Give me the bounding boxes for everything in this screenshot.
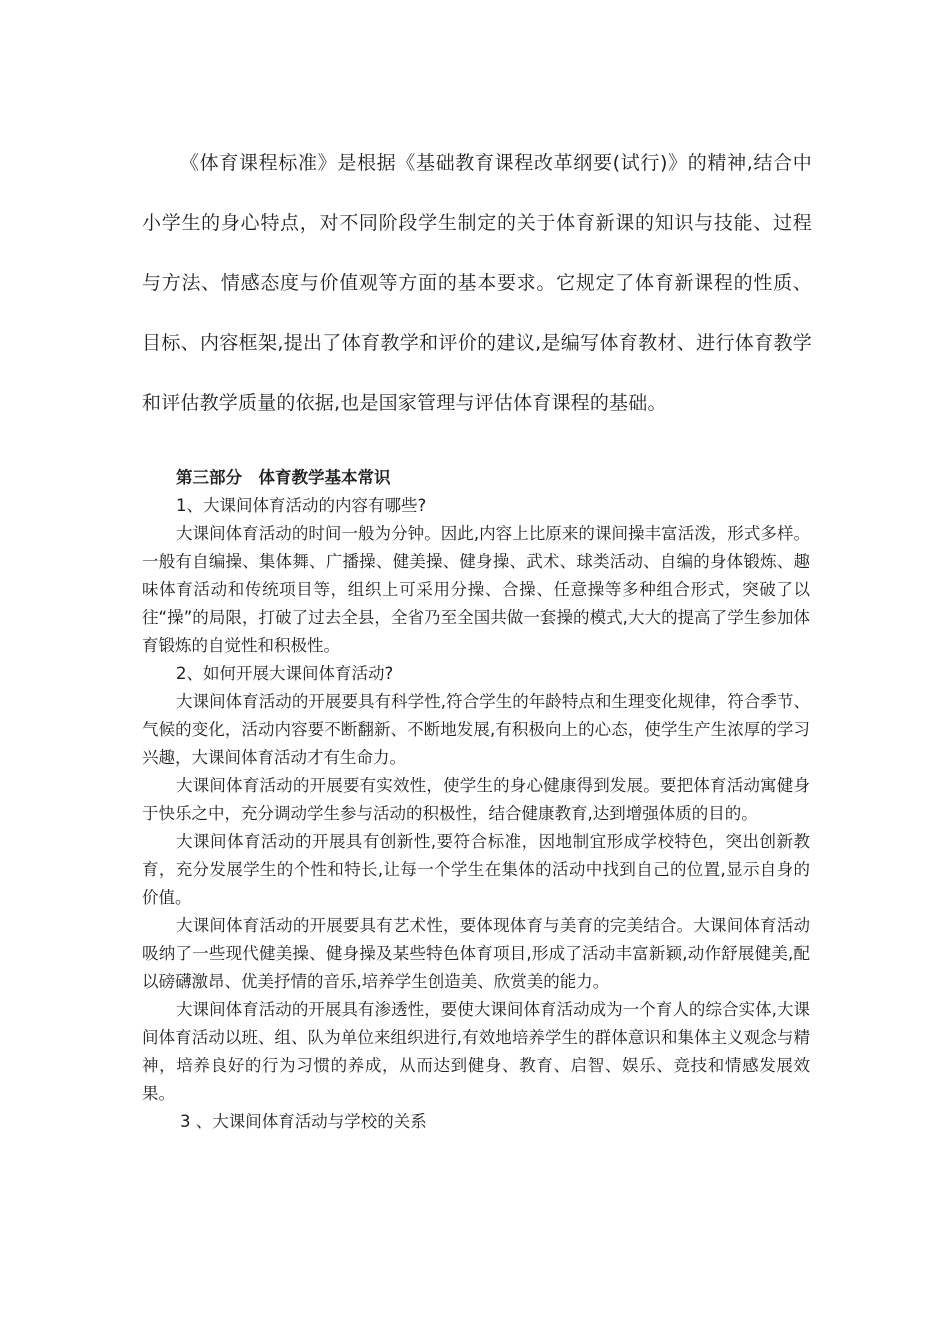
question-2-answer-1: 大课间体育活动的开展要具有科学性,符合学生的年龄特点和生理变化规律，符合季节、气候的变化，活动内容要不断翻新、不断地发展,有积极向上的心态，使学生产生浓厚的学习兴趣，大课间体育活动才有生命力。 <box>142 692 810 767</box>
question-1-title: 1、大课间体育活动的内容有哪些? <box>176 496 427 515</box>
part3-section <box>142 464 810 1136</box>
question-1-answer: 大课间体育活动的时间一般为分钟。因此,内容上比原来的课间操丰富活泼，形式多样。一般有自编操、集体舞、广播操、健美操、健身操、武术、球类活动、自编的身体锻炼、趣味体育活动和传统项目等，组织上可采用分操、合操、任意操等多种组合形式，突破了以往“操”的局限，打破了过去全县，全省乃至全国共做一套操的模式,大大的提高了学生参加体育锻炼的自觉性和积极性。 <box>142 524 810 655</box>
part3-heading: 第三部分 体育教学基本常识 <box>176 468 391 487</box>
question-2-answer-4: 大课间体育活动的开展要具有艺术性，要体现体育与美育的完美结合。大课间体育活动吸纳了一些现代健美操、健身操及某些特色体育项目,形成了活动丰富新颖,动作舒展健美,配以磅礴激昂、优美抒情的音乐,培养学生创造美、欣赏美的能力。 <box>142 916 810 991</box>
intro-paragraph: 《体育课程标准》是根据《基础教育课程改革纲要(试行)》的精神,结合中小学生的身心特点，对不同阶段学生制定的关于体育新课的知识与技能、过程与方法、情感态度与价值观等方面的基本要求。它规定了体育新课程的性质、目标、内容框架,提出了体育教学和评价的建议,是编写体育教材、进行体育教学和评估教学质量的依据,也是国家管理与评估体育课程的基础。 <box>142 152 812 414</box>
question-2-answer-5: 大课间体育活动的开展具有渗透性，要使大课间体育活动成为一个育人的综合实体,大课间体育活动以班、组、队为单位来组织进行,有效地培养学生的群体意识和集体主义观念与精神，培养良好的行为习惯的养成，从而达到健身、教育、启智、娱乐、竞技和情感发展效果。 <box>142 1000 810 1103</box>
question-2-title: 2、如何开展大课间体育活动? <box>176 664 394 683</box>
question-2-answer-2: 大课间体育活动的开展要有实效性，使学生的身心健康得到发展。要把体育活动寓健身于快乐之中，充分调动学生参与活动的积极性，结合健康教育,达到增强体质的目的。 <box>142 776 810 823</box>
question-2-answer-3: 大课间体育活动的开展具有创新性,要符合标准，因地制宜形成学校特色，突出创新教育，充分发展学生的个性和特长,让每一个学生在集体的活动中找到自己的位置,显示自身的价值。 <box>142 832 810 907</box>
question-3-title: 3 、大课间体育活动与学校的关系 <box>180 1112 427 1131</box>
